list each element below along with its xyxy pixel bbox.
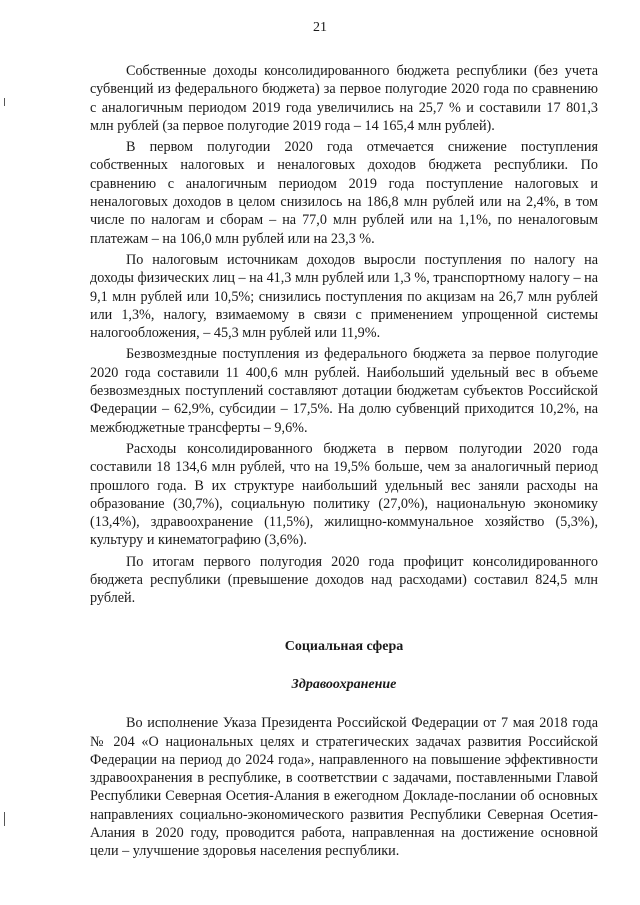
paragraph: По налоговым источникам доходов выросли поступления по налогу на доходы физических лиц – на 41,3 млн рублей или 1,3 %, транспортному налогу – на 9,1 млн рублей или 10,5%; снизились поступления по акцизам на 26,7 млн рублей или 1,3%, налогу, взимаемому в связи с применением упрощенной системы налогообложения, – 45,3 млн рублей или 11,9%. [90, 251, 599, 342]
page-number: 21 [313, 20, 327, 35]
paragraph: Безвозмездные поступления из федерального бюджета за первое полугодие 2020 года составили 11 400,6 млн рублей. Наибольший удельный вес в объеме безвозмездных поступлений составляют дотации бюджетам субъектов Российской Федерации – 62,9%, субсидии – 17,5%. На долю субвенций приходится 10,2%, на межбюджетные трансферты – 9,6%. [90, 346, 598, 436]
paragraph: Расходы консолидированного бюджета в первом полугодии 2020 года составили 18 134,6 млн рублей, что на 19,5% больше, чем за аналогичный период прошлого года. В их структуре наибольший удельный вес заняли расходы на образование (30,7%), социальную политику (27,0%), национальную экономику (13,4%), здравоохранение (11,5%), жилищно-коммунальное хозяйство (5,3%), культуру и кинематографию (3,6%). [90, 440, 598, 549]
scan-margin-mark [4, 98, 5, 106]
paragraph: В первом полугодии 2020 года отмечается снижение поступления собственных налоговых и неналоговых доходов бюджета республики. По сравнению с аналогичным периодом 2019 года поступление налоговых и неналоговых доходов в целом снизилось на 186,8 млн рублей или на 2,4%, в том числе по налогам и сборам – на 77,0 млн рублей или на 1,1%, по неналоговым платежам – на 106,0 млн рублей или на 23,3 %. [90, 139, 598, 247]
subsection-title: Здравоохранение [291, 676, 397, 692]
paragraph: Во исполнение Указа Президента Российской Федерации от 7 мая 2018 года № 204 «О национальных целях и стратегических задачах развития Российской Федерации на период до 2024 года», направленного на повышение эффективности здравоохранения в республике, в соответствии с задачами, поставленными Главой Республики Северная Осетия-Алания в ежегодном Докладе-послании об основных направлениях социально-экономического развития Республики Северная Осетия-Алания в 2020 году, проводится работа, направленная на достижение основной цели – улучшение здоровья населения республики. [90, 715, 598, 860]
paragraph: Собственные доходы консолидированного бюджета республики (без учета субвенций из федерального бюджета) за первое полугодие 2020 года по сравнению с аналогичным периодом 2019 года увеличились на 25,7 % и составили 17 801,3 млн рублей (за первое полугодие 2019 года – 14 165,4 млн рублей). [90, 63, 598, 134]
scan-margin-mark [4, 812, 5, 826]
section-title: Социальная сфера [284, 638, 404, 654]
document-body [90, 62, 598, 864]
paragraph: По итогам первого полугодия 2020 года профицит консолидированного бюджета республики (превышение доходов над расходами) составил 824,5 млн рублей. [90, 553, 598, 607]
